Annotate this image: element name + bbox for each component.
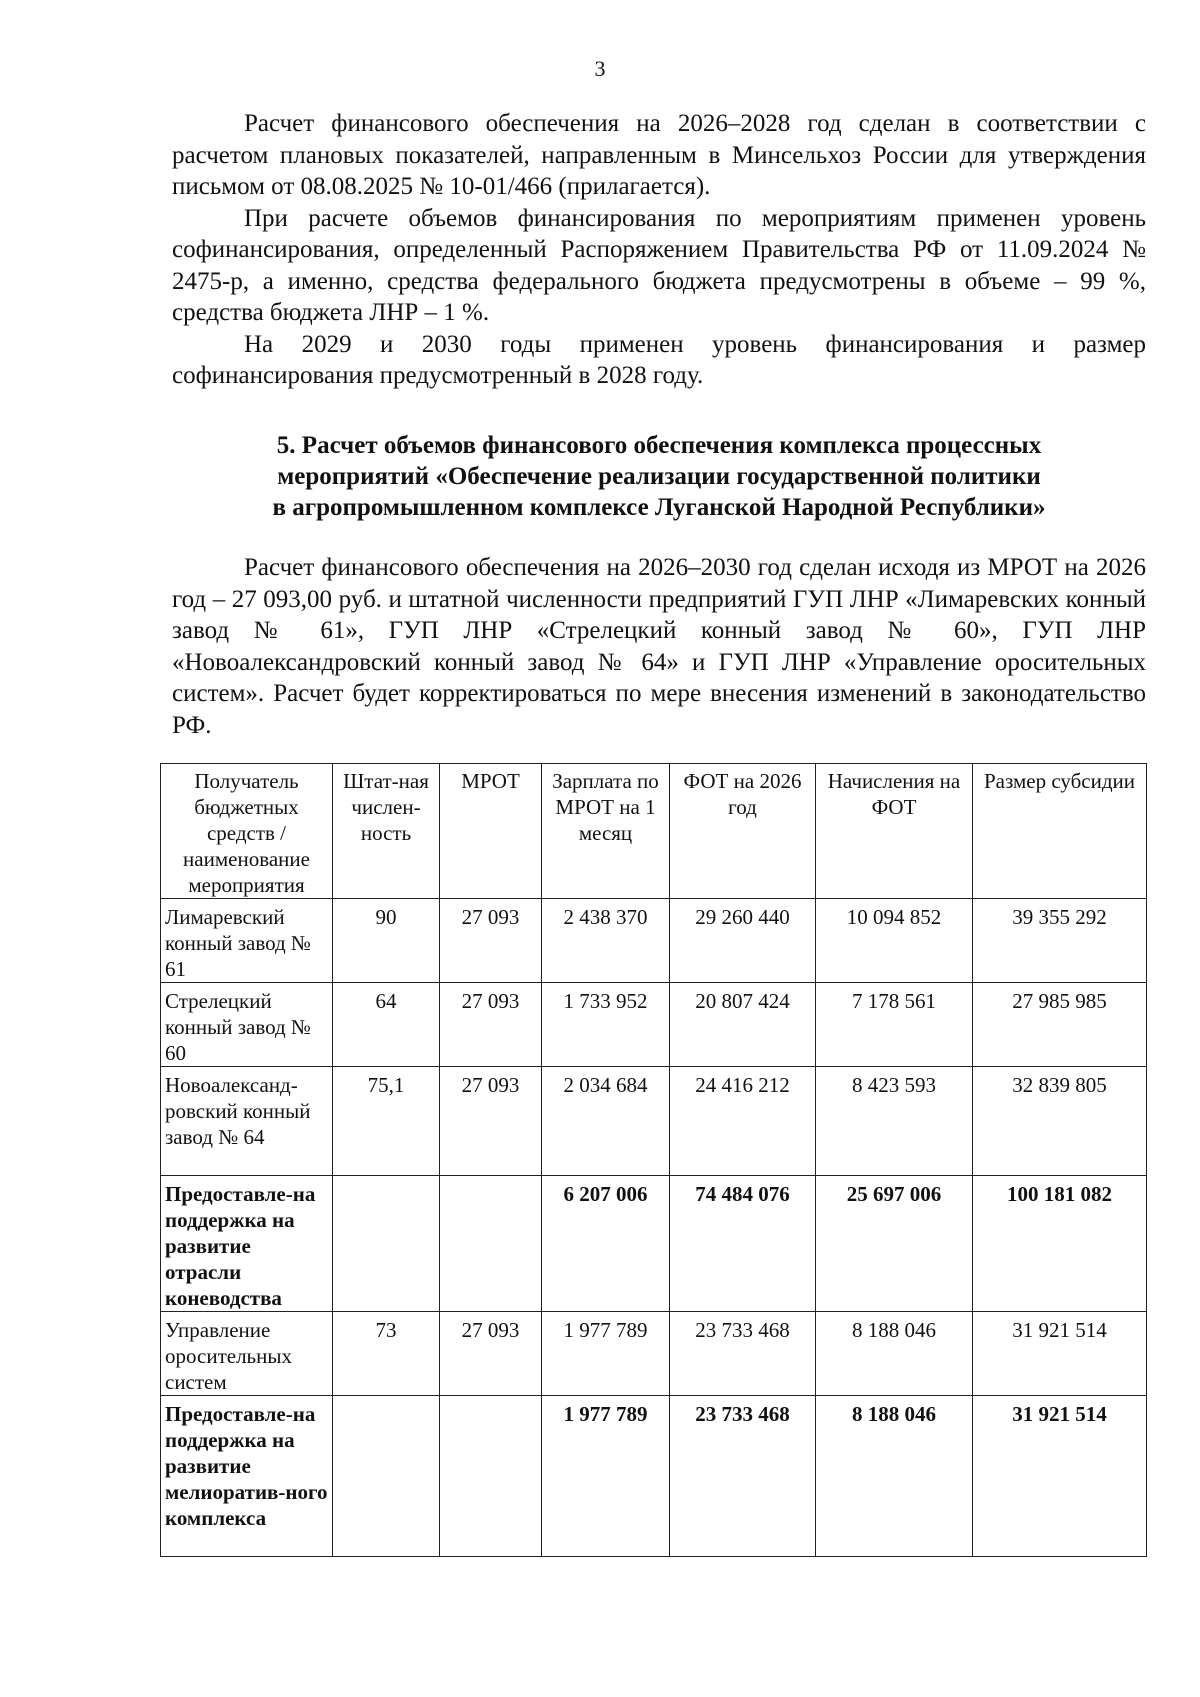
header-recipient: Получатель бюджетных средств / наименование мероприятия [161, 764, 333, 899]
cell-recipient: Предоставле-на поддержка на развитие мелиоратив-ного комплекса [161, 1396, 333, 1557]
table-total-row [161, 1176, 1147, 1312]
cell-subsidy: 100 181 082 [973, 1176, 1147, 1312]
header-mrot: МРОТ [440, 764, 542, 899]
cell-mrot: 27 093 [440, 983, 542, 1067]
header-subsidy: Размер субсидии [973, 764, 1147, 899]
table-row [161, 983, 1147, 1067]
header-fot: ФОТ на 2026 год [670, 764, 816, 899]
section-paragraph: Расчет финансового обеспечения на 2026–2030 год сделан исходя из МРОТ на 2026 год – 27 093,00 руб. и штатной численности предприятий ГУП ЛНР «Лимаревских конный завод № 61», ГУП ЛНР «Стрелецкий конный завод № 60», ГУП ЛНР «Новоалександровский конный завод № 64» и ГУП ЛНР «Управление оросительных систем». Расчет будет корректироваться по мере внесения изменений в законодательство РФ. [172, 554, 1146, 739]
cell-recipient: Предоставле-на поддержка на развитие отрасли коневодства [161, 1176, 333, 1312]
cell-subsidy: 32 839 805 [973, 1067, 1147, 1176]
cell-fot: 24 416 212 [670, 1067, 816, 1176]
section-heading [172, 430, 1146, 523]
table-row [161, 1312, 1147, 1396]
cell-accruals: 10 094 852 [816, 899, 973, 983]
page-number: 3 [594, 56, 606, 81]
section-heading-line-1: 5. Расчет объемов финансового обеспечения комплекса процессных [276, 432, 1042, 459]
cell-salary: 1 977 789 [542, 1396, 670, 1557]
cell-fot: 74 484 076 [670, 1176, 816, 1312]
cell-accruals: 8 188 046 [816, 1312, 973, 1396]
cell-fot: 23 733 468 [670, 1396, 816, 1557]
intro-paragraph-3: На 2029 и 2030 годы применен уровень финансирования и размер софинансирования предусмотренный в 2028 году. [172, 330, 1146, 389]
header-salary: Зарплата по МРОТ на 1 месяц [542, 764, 670, 899]
cell-subsidy: 39 355 292 [973, 899, 1147, 983]
cell-salary: 1 977 789 [542, 1312, 670, 1396]
cell-accruals: 7 178 561 [816, 983, 973, 1067]
cell-fot: 23 733 468 [670, 1312, 816, 1396]
intro-text [172, 108, 1146, 392]
cell-fot: 20 807 424 [670, 983, 816, 1067]
cell-salary: 1 733 952 [542, 983, 670, 1067]
section-heading-line-2: мероприятий «Обеспечение реализации государственной политики [277, 463, 1041, 490]
section-text [172, 552, 1146, 741]
table-row [161, 899, 1147, 983]
cell-mrot: 27 093 [440, 1067, 542, 1176]
cell-salary: 2 034 684 [542, 1067, 670, 1176]
header-staff: Штат-ная числен-ность [333, 764, 440, 899]
cell-mrot: 27 093 [440, 1312, 542, 1396]
cell-staff: 64 [333, 983, 440, 1067]
cell-accruals: 8 423 593 [816, 1067, 973, 1176]
cell-accruals: 8 188 046 [816, 1396, 973, 1557]
cell-fot: 29 260 440 [670, 899, 816, 983]
cell-staff [333, 1396, 440, 1557]
intro-paragraph-2: При расчете объемов финансирования по мероприятиям применен уровень софинансирования, определенный Распоряжением Правительства РФ от 11.09.2024 № 2475-р, а именно, средства федерального бюджета предусмотрены в объеме – 99 %, средства бюджета ЛНР – 1 %. [172, 204, 1146, 326]
cell-mrot [440, 1396, 542, 1557]
cell-staff: 90 [333, 899, 440, 983]
cell-recipient: Лимаревский конный завод № 61 [161, 899, 333, 983]
cell-subsidy: 31 921 514 [973, 1312, 1147, 1396]
cell-recipient: Стрелецкий конный завод № 60 [161, 983, 333, 1067]
cell-recipient: Управление оросительных систем [161, 1312, 333, 1396]
section-heading-line-3: в агропромышленном комплексе Луганской Народной Республики» [272, 494, 1046, 521]
table-row [161, 1067, 1147, 1176]
header-accruals: Начисления на ФОТ [816, 764, 973, 899]
table-total-row [161, 1396, 1147, 1557]
cell-recipient: Новоалександ-ровский конный завод № 64 [161, 1067, 333, 1176]
cell-mrot [440, 1176, 542, 1312]
cell-staff [333, 1176, 440, 1312]
table-header-row [161, 764, 1147, 899]
cell-subsidy: 31 921 514 [973, 1396, 1147, 1557]
intro-paragraph-1: Расчет финансового обеспечения на 2026–2028 год сделан в соответствии с расчетом плановых показателей, направленным в Минсельхоз России для утверждения письмом от 08.08.2025 № 10-01/466 (прилагается). [172, 110, 1146, 200]
cell-subsidy: 27 985 985 [973, 983, 1147, 1067]
cell-salary: 6 207 006 [542, 1176, 670, 1312]
cell-staff: 75,1 [333, 1067, 440, 1176]
cell-staff: 73 [333, 1312, 440, 1396]
cell-accruals: 25 697 006 [816, 1176, 973, 1312]
financing-table [160, 763, 1147, 1557]
cell-mrot: 27 093 [440, 899, 542, 983]
cell-salary: 2 438 370 [542, 899, 670, 983]
